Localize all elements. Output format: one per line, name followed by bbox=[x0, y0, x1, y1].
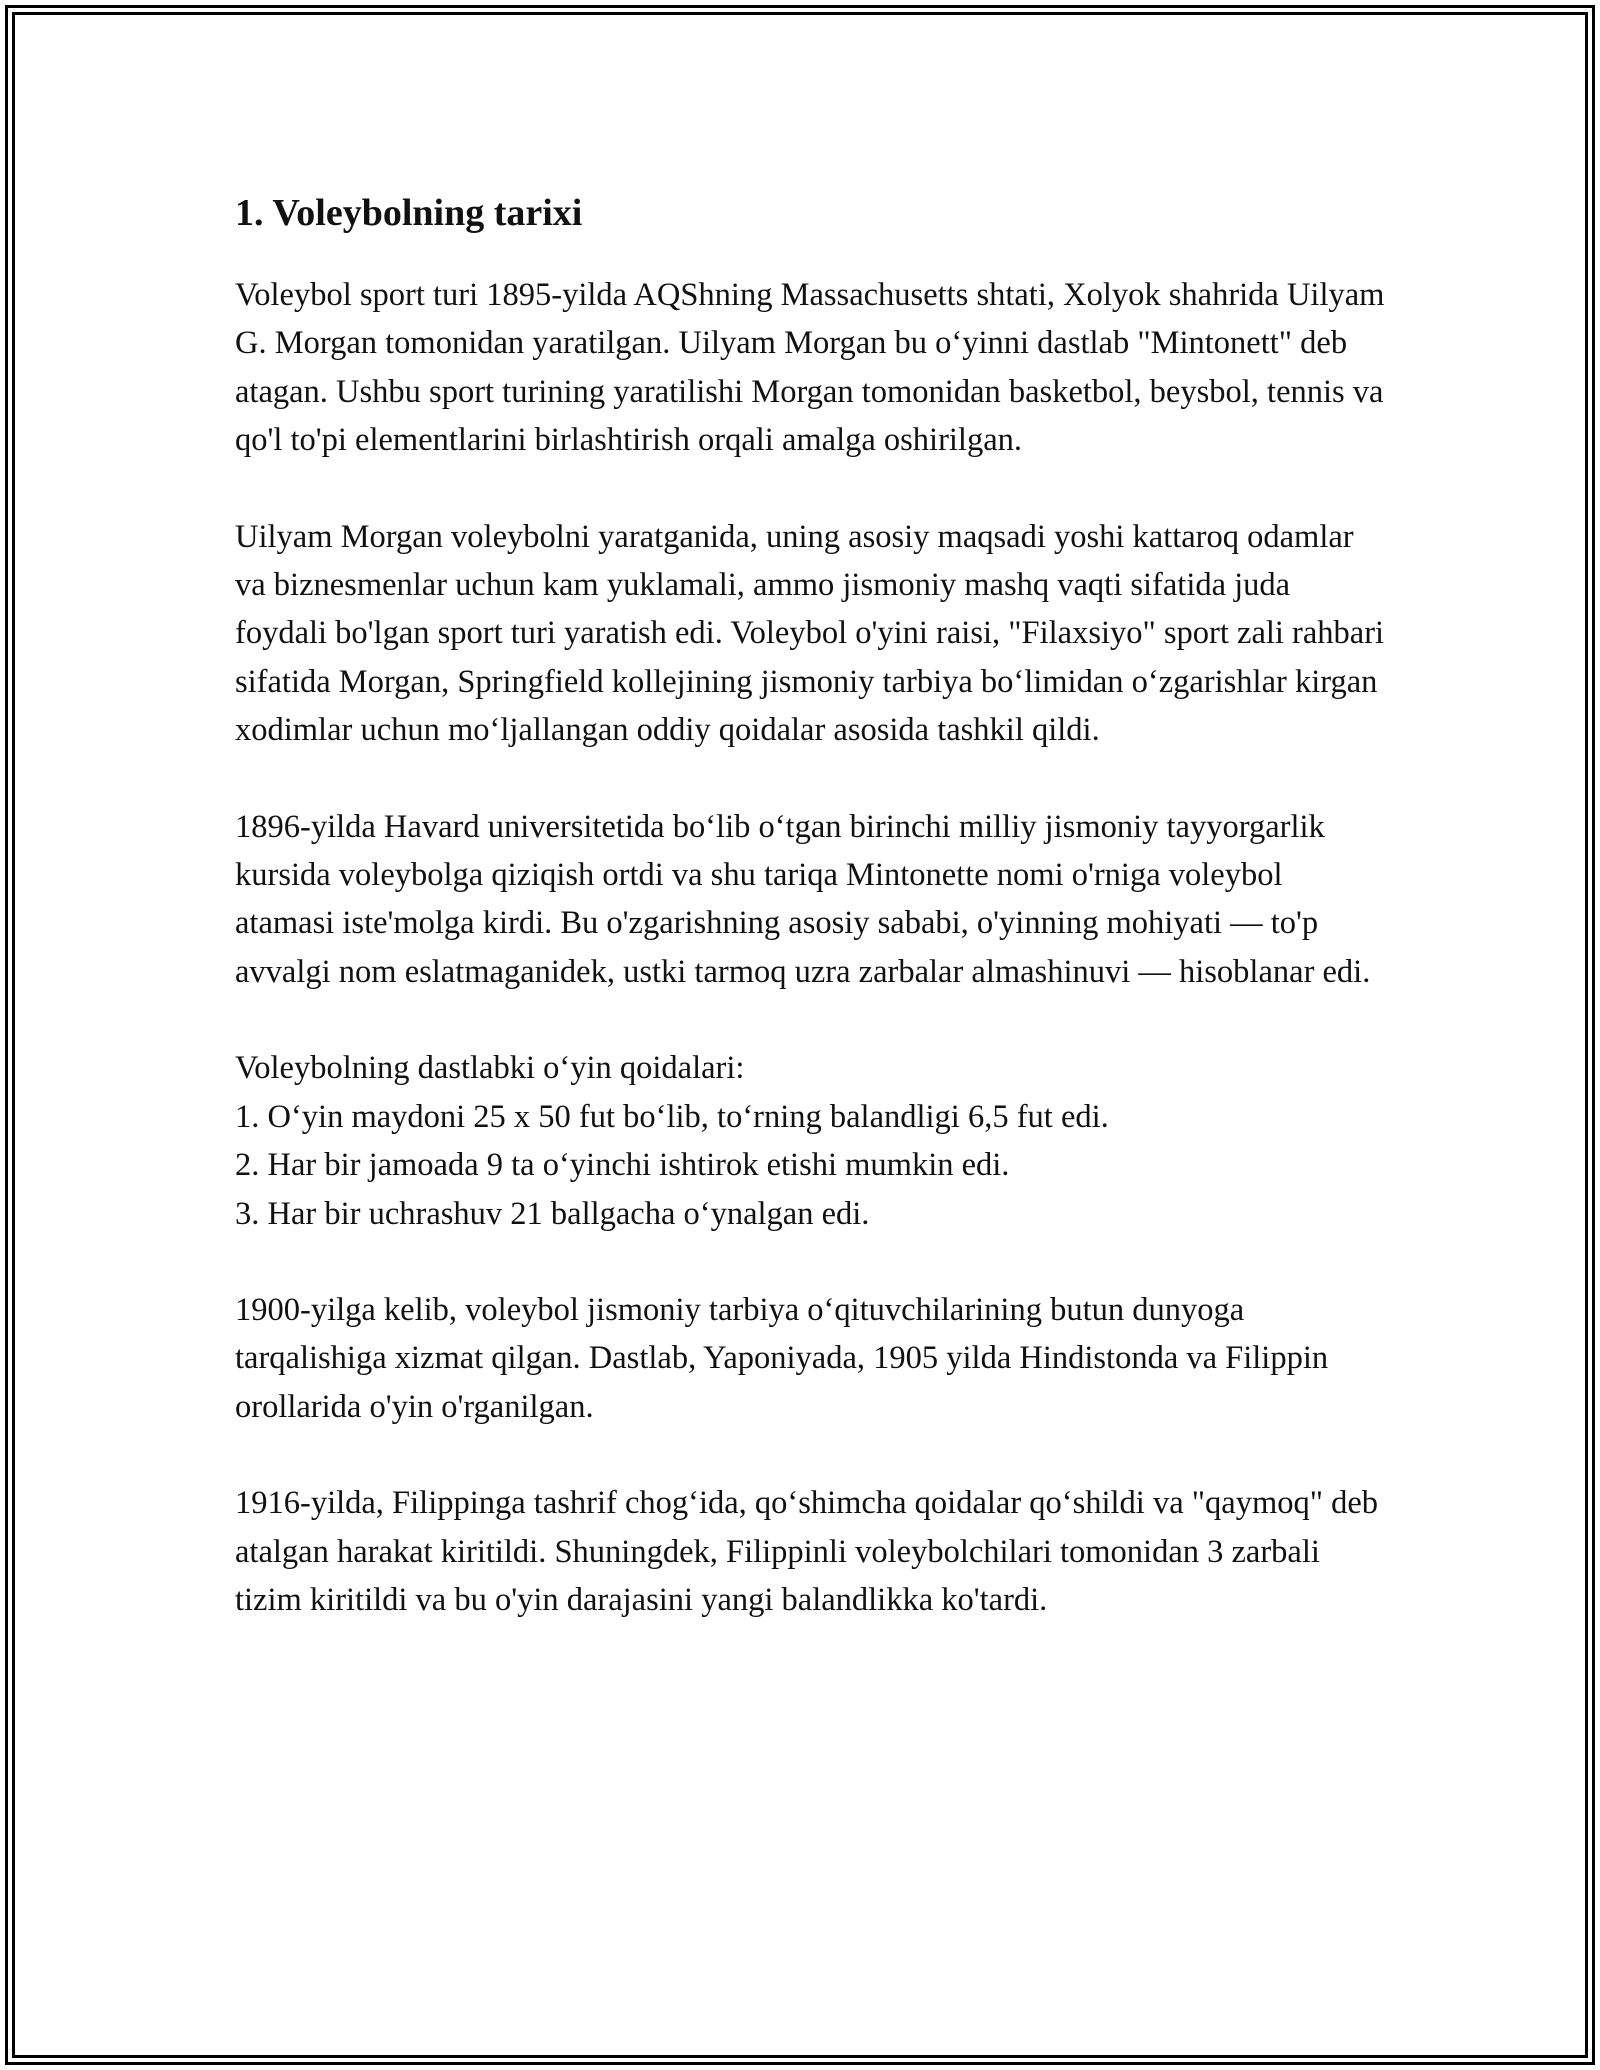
rules-title: Voleybolning dastlabki o‘yin qoidalari: bbox=[235, 1050, 745, 1087]
rule-item: 1. O‘yin maydoni 25 x 50 fut bo‘lib, to‘rning balandligi 6,5 fut edi. bbox=[235, 1098, 1109, 1135]
paragraph-purpose: Uilyam Morgan voleybolni yaratganida, uning asosiy maqsadi yoshi kattaroq odamlar va biznesmenlar uchun kam yuklamali, ammo jismoniy mashq vaqti sifatida juda foydali bo'lgan sport turi yaratish edi. Voleybol o'yini raisi, "Filaxsiyo" sport zali rahbari sifatida Morgan, Springfield kollejining jismoniy tarbiya bo‘limidan o‘zgarishlar kirgan xodimlar uchun mo‘ljallangan oddiy qoidalar asosida tashkil qildi. bbox=[235, 518, 1385, 749]
section-heading: 1. Voleybolning tarixi bbox=[235, 192, 583, 234]
paragraph-naming: 1896-yilda Havard universitetida bo‘lib o‘tgan birinchi milliy jismoniy tayyorgarlik kursida voleybolga qiziqish ortdi va shu tariqa Mintonette nomi o'rniga voleybol atamasi iste'molga kirdi. Bu o'zgarishning asosiy sababi, o'yinning mohiyati — to'p avvalgi nom eslatmaganidek, ustki tarmoq uzra zarbalar almashinuvi — hisoblanar edi. bbox=[235, 808, 1371, 990]
early-rules-list bbox=[235, 1044, 1385, 1238]
paragraph-origin: Voleybol sport turi 1895-yilda AQShning Massachusetts shtati, Xolyok shahrida Uilyam G. Morgan tomonidan yaratilgan. Uilyam Morgan bu o‘yinni dastlab "Mintonett" deb atagan. Ushbu sport turining yaratilishi Morgan tomonidan basketbol, beysbol, tennis va qo'l to'pi elementlarini birlashtirish orqali amalga oshirilgan. bbox=[235, 277, 1385, 459]
document-body bbox=[235, 188, 1385, 1672]
paragraph-philippines: 1916-yilda, Filippinga tashrif chog‘ida, qo‘shimcha qoidalar qo‘shildi va "qaymoq" deb atalgan harakat kiritildi. Shuningdek, Filippinli voleybolchilari tomonidan 3 zarbali tizim kiritildi va bu o'yin darajasini yangi balandlikka ko'tardi. bbox=[235, 1485, 1379, 1618]
rule-item: 2. Har bir jamoada 9 ta o‘yinchi ishtirok etishi mumkin edi. bbox=[235, 1147, 1010, 1184]
paragraph-spread: 1900-yilga kelib, voleybol jismoniy tarbiya o‘qituvchilarining butun dunyoga tarqalishiga xizmat qilgan. Dastlab, Yaponiyada, 1905 yilda Hindistonda va Filippin orollarida o'yin o'rganilgan. bbox=[235, 1291, 1329, 1425]
rule-item: 3. Har bir uchrashuv 21 ballgacha o‘ynalgan edi. bbox=[235, 1195, 870, 1232]
